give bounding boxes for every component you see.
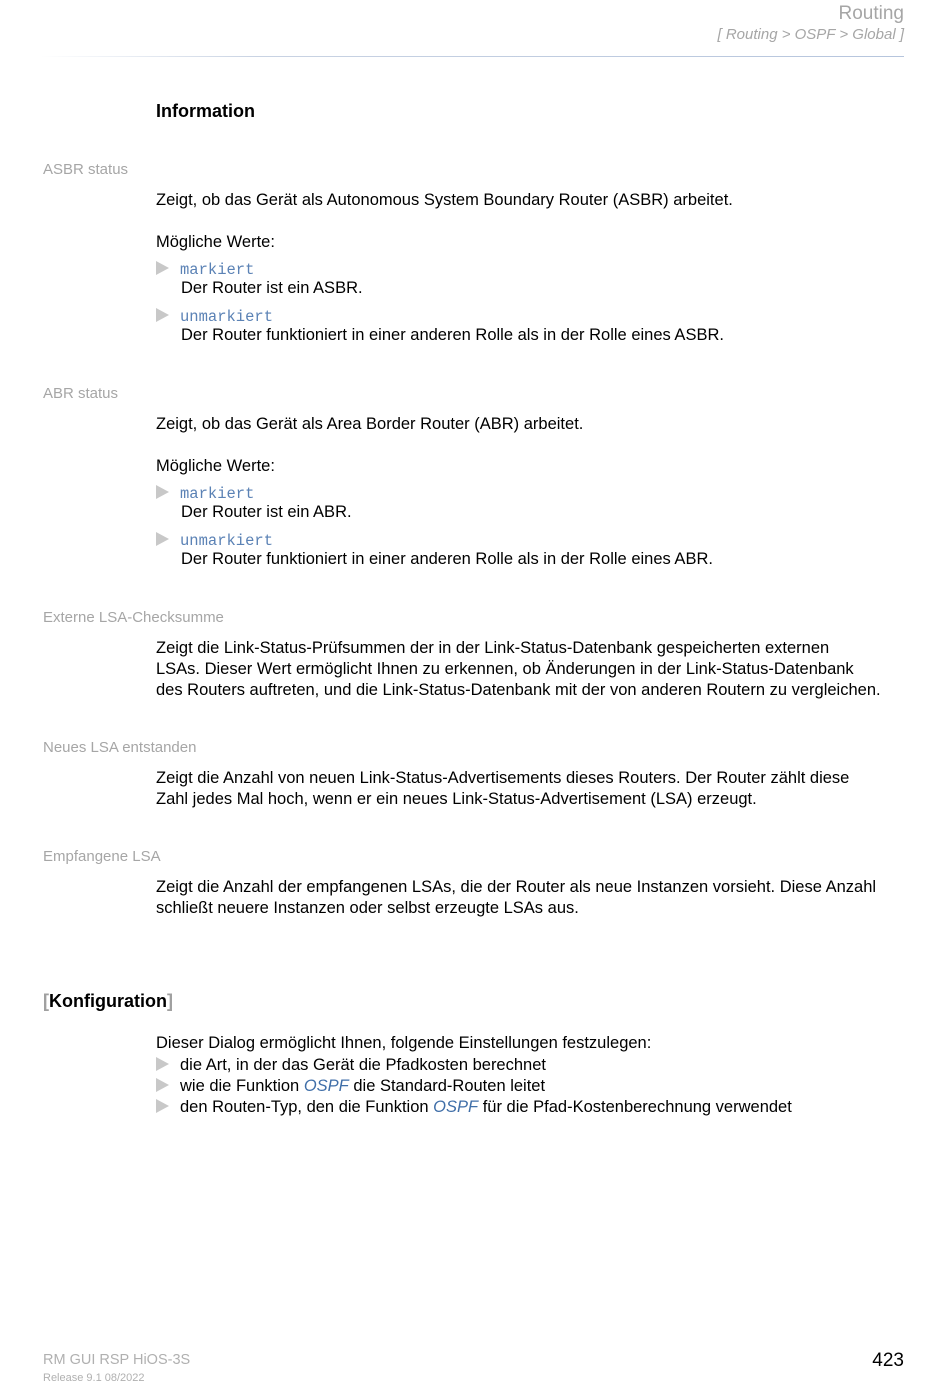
- configuration-bullet: [156, 1055, 546, 1075]
- param-label-external-lsa-checksum: Externe LSA-Checksumme: [43, 609, 224, 626]
- asbr-value-description: Der Router ist ein ASBR.: [181, 279, 363, 297]
- value-keyword: unmarkiert: [180, 308, 274, 326]
- param-label-received-lsa: Empfangene LSA: [43, 848, 161, 865]
- breadcrumb: [ Routing > OSPF > Global ]: [717, 26, 904, 43]
- bullet-triangle-icon: [156, 1099, 169, 1113]
- footer-document-name: RM GUI RSP HiOS-3S: [43, 1352, 191, 1368]
- bracket-open: [: [43, 991, 49, 1011]
- abr-description: Zeigt, ob das Gerät als Area Border Router (ABR) arbeitet.: [156, 415, 584, 433]
- bullet-text: für die Pfad-Kostenberechnung verwendet: [478, 1098, 792, 1116]
- configuration-bullet: [156, 1097, 792, 1117]
- bullet-triangle-icon: [156, 532, 169, 546]
- value-keyword: markiert: [180, 261, 255, 279]
- page-number: 423: [872, 1350, 904, 1371]
- abr-value-description: Der Router ist ein ABR.: [181, 503, 352, 521]
- bullet-text: die Standard-Routen leitet: [348, 1077, 546, 1095]
- bullet-triangle-icon: [156, 1078, 169, 1092]
- asbr-value-item: [156, 259, 254, 280]
- information-heading: Information: [156, 101, 255, 121]
- recv-lsa-text-line: schließt neuere Instanzen oder selbst erzeugte LSAs aus.: [156, 899, 579, 917]
- asbr-value-item: [156, 306, 273, 327]
- bullet-triangle-icon: [156, 1057, 169, 1071]
- ext-lsa-text-line: des Routers auftreten, und die Link-Status-Datenbank mit der von anderen Routern zu vergleichen.: [156, 681, 881, 699]
- configuration-bullet: [156, 1076, 545, 1096]
- ext-lsa-text-line: LSAs. Dieser Wert ermöglicht Ihnen zu erkennen, ob Änderungen in der Link-Status-Datenbank: [156, 660, 854, 678]
- bullet-text: wie die Funktion: [180, 1077, 304, 1095]
- bullet-triangle-icon: [156, 308, 169, 322]
- ospf-term: OSPF: [303, 1077, 349, 1095]
- bracket-close: ]: [166, 991, 173, 1011]
- header-title: Routing: [838, 3, 904, 24]
- new-lsa-text-line: Zeigt die Anzahl von neuen Link-Status-Advertisements dieses Routers. Der Router zählt diese: [156, 769, 850, 787]
- bullet-text: die Art, in der das Gerät die Pfadkosten berechnet: [180, 1056, 546, 1074]
- param-label-asbr-status: ASBR status: [43, 161, 129, 178]
- bullet-triangle-icon: [156, 261, 169, 275]
- configuration-heading-text: Konfiguration: [49, 991, 167, 1011]
- configuration-heading: [43, 991, 173, 1012]
- recv-lsa-text-line: Zeigt die Anzahl der empfangenen LSAs, die der Router als neue Instanzen vorsieht. Diese Anzahl: [156, 878, 877, 896]
- abr-value-item: [156, 483, 254, 504]
- param-label-new-lsa: Neues LSA entstanden: [43, 739, 197, 756]
- header-divider: [40, 56, 904, 57]
- bullet-triangle-icon: [156, 485, 169, 499]
- ext-lsa-text-line: Zeigt die Link-Status-Prüfsummen der in der Link-Status-Datenbank gespeicherten externen: [156, 639, 830, 657]
- abr-possible-values-label: Mögliche Werte:: [156, 457, 275, 475]
- footer-release: Release 9.1 08/2022: [43, 1372, 145, 1384]
- bullet-text: den Routen-Typ, den die Funktion: [180, 1098, 434, 1116]
- abr-value-description: Der Router funktioniert in einer anderen Rolle als in der Rolle eines ABR.: [181, 550, 713, 568]
- asbr-possible-values-label: Mögliche Werte:: [156, 233, 275, 251]
- param-label-abr-status: ABR status: [43, 385, 119, 402]
- new-lsa-text-line: Zahl jedes Mal hoch, wenn er ein neues Link-Status-Advertisement (LSA) erzeugt.: [156, 790, 757, 808]
- value-keyword: markiert: [180, 485, 255, 503]
- asbr-description: Zeigt, ob das Gerät als Autonomous System Boundary Router (ASBR) arbeitet.: [156, 191, 733, 209]
- ospf-term: OSPF: [433, 1098, 479, 1116]
- asbr-value-description: Der Router funktioniert in einer anderen Rolle als in der Rolle eines ASBR.: [181, 326, 724, 344]
- abr-value-item: [156, 530, 273, 551]
- value-keyword: unmarkiert: [180, 532, 274, 550]
- configuration-intro: Dieser Dialog ermöglicht Ihnen, folgende Einstellungen festzulegen:: [156, 1034, 652, 1052]
